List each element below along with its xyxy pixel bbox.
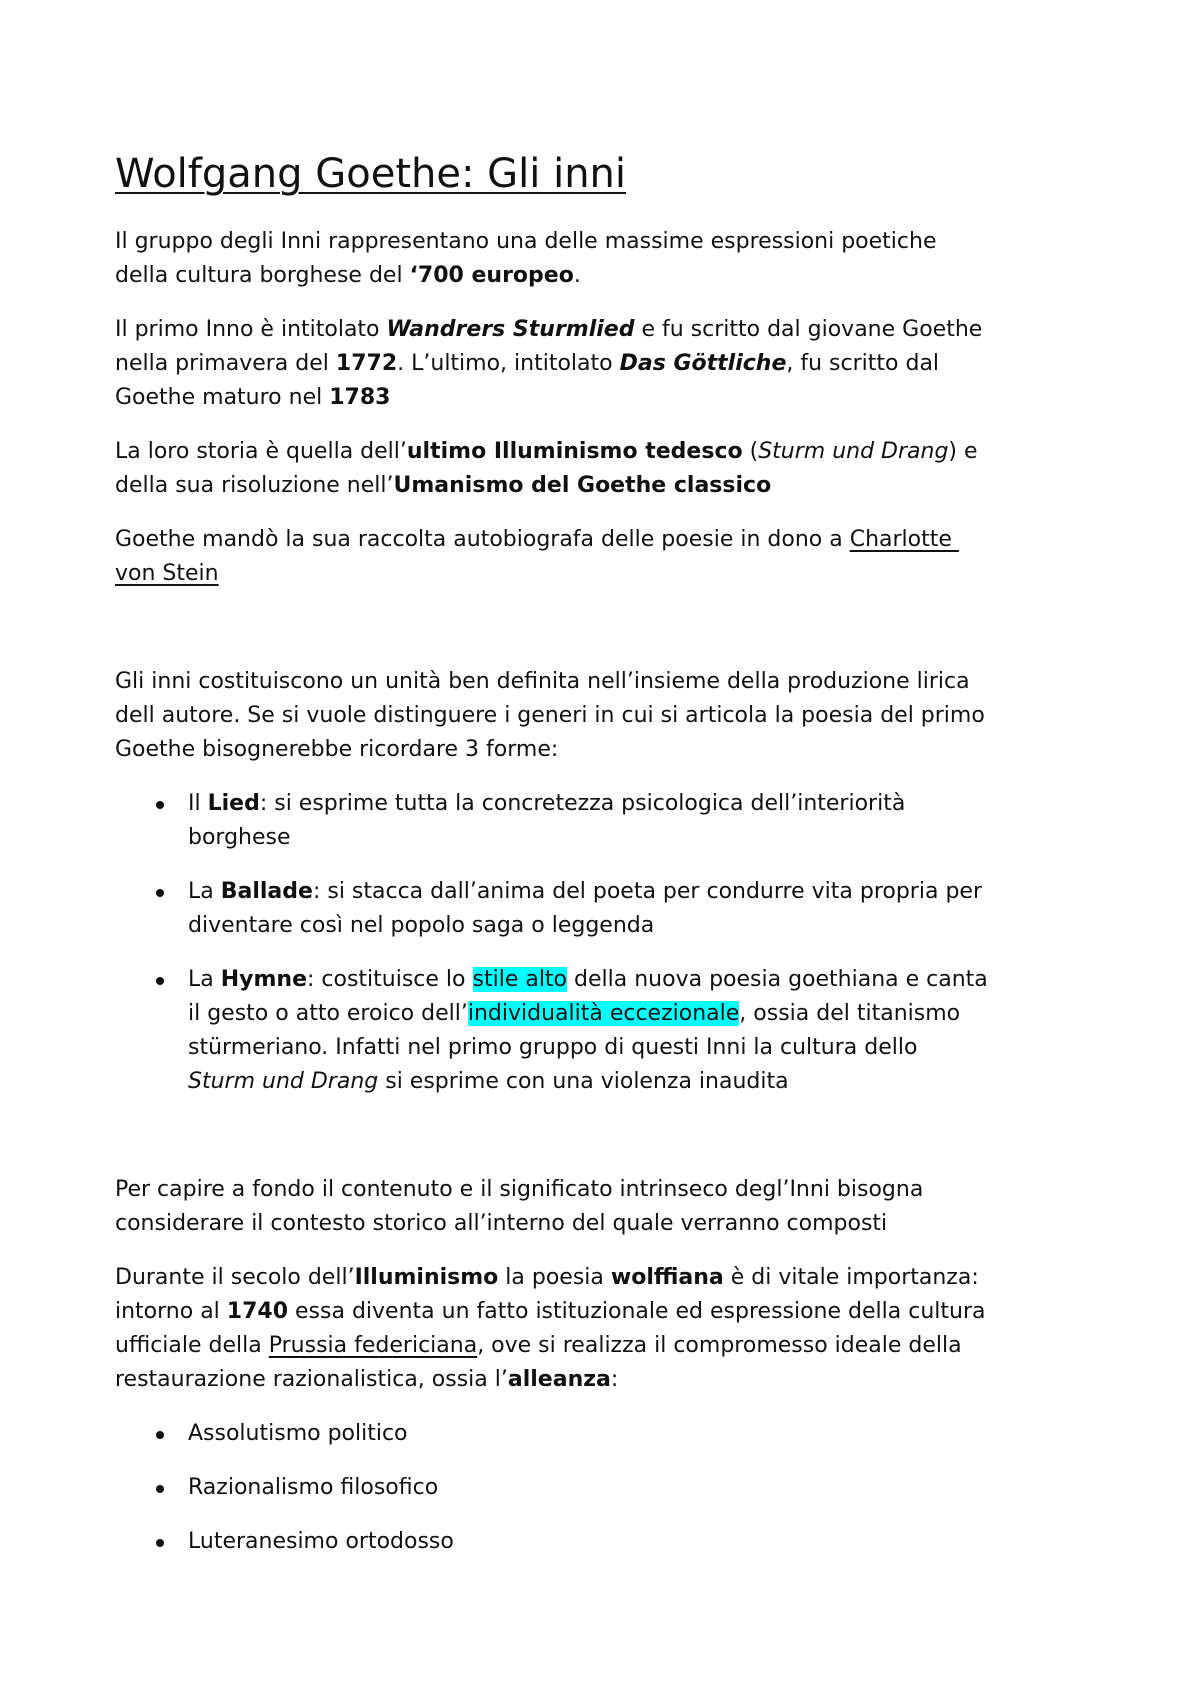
list-item-hymne-line-1	[188, 963, 988, 997]
list-item-luteranesimo	[188, 1525, 454, 1559]
text: dell autore. Se si vuole distinguere i generi in cui si articola la poesia del primo	[115, 703, 985, 728]
text: intorno al	[115, 1299, 227, 1324]
list-item-assolutismo	[188, 1417, 408, 1451]
bold-italic-title: Wandrers Sturmlied	[386, 317, 635, 342]
bullet-icon	[156, 1539, 164, 1547]
list-item-hymne-line-3	[188, 1031, 917, 1065]
bold-text: Ballade	[220, 879, 313, 904]
text: Il primo Inno è intitolato	[115, 317, 387, 342]
bullet-icon	[156, 1485, 164, 1493]
highlighted-text: individualità eccezionale	[467, 1001, 740, 1026]
list-item-lied-line-1	[188, 787, 905, 821]
text: stürmeriano. Infatti nel primo gruppo di questi Inni la cultura dello	[188, 1035, 918, 1060]
text: (	[742, 439, 759, 464]
text: Per capire a fondo il contenuto e il significato intrinseco degl’Inni bisogna	[115, 1177, 924, 1202]
paragraph-1-line-2	[115, 259, 581, 293]
paragraph-6-line-1	[115, 1173, 923, 1207]
text: La	[188, 879, 221, 904]
paragraph-2-line-2	[115, 347, 939, 381]
text: , fu scritto dal	[786, 351, 940, 376]
text: : si stacca dall’anima del poeta per condurre vita propria per	[312, 879, 982, 904]
bold-text: wolffiana	[610, 1265, 724, 1290]
text: la poesia	[498, 1265, 611, 1290]
bold-italic-title: Das Göttliche	[619, 351, 787, 376]
text: Luteranesimo ortodosso	[188, 1529, 454, 1554]
text: Il	[188, 791, 208, 816]
text: Razionalismo filosofico	[188, 1475, 439, 1500]
list-item-hymne-line-4	[188, 1065, 789, 1099]
text: :	[610, 1367, 619, 1392]
text: ) e	[948, 439, 978, 464]
underlined-name: von Stein	[115, 561, 219, 586]
underlined-name: Charlotte	[849, 527, 959, 552]
paragraph-5-line-1	[115, 665, 970, 699]
paragraph-7-line-3	[115, 1329, 962, 1363]
text: ufficiale della	[115, 1333, 269, 1358]
list-item-hymne-line-2	[188, 997, 960, 1031]
italic-text: Sturm und Drang	[188, 1069, 379, 1094]
bullet-icon	[156, 801, 164, 809]
text: Assolutismo politico	[188, 1421, 408, 1446]
text: diventare così nel popolo saga o leggenda	[188, 913, 655, 938]
paragraph-7-line-4	[115, 1363, 618, 1397]
paragraph-1-line-1	[115, 225, 937, 259]
paragraph-3-line-1	[115, 435, 978, 469]
text: , ossia del titanismo	[739, 1001, 961, 1026]
bold-year: 1772	[335, 351, 398, 376]
paragraph-4-line-1	[115, 523, 959, 557]
underlined-text: Prussia federiciana	[268, 1333, 478, 1358]
list-item-ballade-line-1	[188, 875, 982, 909]
text: .	[573, 263, 581, 288]
italic-text: Sturm und Drang	[758, 439, 949, 464]
text: La loro storia è quella dell’	[115, 439, 407, 464]
text: considerare il contesto storico all’interno del quale verranno composti	[115, 1211, 888, 1236]
paragraph-4-line-2	[115, 557, 219, 591]
list-item-ballade-line-2	[188, 909, 654, 943]
paragraph-2-line-3	[115, 381, 390, 415]
text: borghese	[188, 825, 291, 850]
list-item-razionalismo	[188, 1471, 438, 1505]
list-item-lied-line-2	[188, 821, 291, 855]
highlighted-text: stile alto	[472, 967, 568, 992]
text: della nuova poesia goethiana e canta	[567, 967, 988, 992]
text: Goethe maturo nel	[115, 385, 330, 410]
text: La	[188, 967, 221, 992]
text: della cultura borghese del	[115, 263, 410, 288]
text: della sua risoluzione nell’	[115, 473, 394, 498]
bold-text: Lied	[207, 791, 260, 816]
paragraph-2-line-1	[115, 313, 982, 347]
paragraph-3-line-2	[115, 469, 771, 503]
bold-text: ultimo Illuminismo tedesco	[406, 439, 743, 464]
text: è di vitale importanza:	[723, 1265, 979, 1290]
text: , ove si realizza il compromesso ideale della	[477, 1333, 962, 1358]
paragraph-7-line-2	[115, 1295, 985, 1329]
document-title: Wolfgang Goethe: Gli inni	[115, 151, 627, 197]
text: e fu scritto dal giovane Goethe	[634, 317, 983, 342]
text: Il gruppo degli Inni rappresentano una delle massime espressioni poetiche	[115, 229, 937, 254]
bullet-icon	[156, 977, 164, 985]
bold-text: ‘700 europeo	[409, 263, 574, 288]
paragraph-7-line-1	[115, 1261, 979, 1295]
bullet-icon	[156, 1431, 164, 1439]
text: nella primavera del	[115, 351, 336, 376]
text: il gesto o atto eroico dell’	[188, 1001, 468, 1026]
text: : costituisce lo	[307, 967, 473, 992]
bold-text: Umanismo del Goethe classico	[393, 473, 772, 498]
bold-text: Illuminismo	[354, 1265, 499, 1290]
bullet-icon	[156, 889, 164, 897]
bold-year: 1783	[329, 385, 391, 410]
text: Durante il secolo dell’	[115, 1265, 355, 1290]
paragraph-5-line-2	[115, 699, 985, 733]
bold-text: alleanza	[507, 1367, 611, 1392]
text: restaurazione razionalistica, ossia l’	[115, 1367, 508, 1392]
text: . L’ultimo, intitolato	[397, 351, 620, 376]
text: Goethe mandò la sua raccolta autobiografa delle poesie in dono a	[115, 527, 850, 552]
paragraph-6-line-2	[115, 1207, 887, 1241]
text: si esprime con una violenza inaudita	[378, 1069, 789, 1094]
bold-text: Hymne	[220, 967, 307, 992]
bold-year: 1740	[226, 1299, 289, 1324]
paragraph-5-line-3	[115, 733, 558, 767]
text: essa diventa un fatto istituzionale ed espressione della cultura	[288, 1299, 986, 1324]
text: : si esprime tutta la concretezza psicologica dell’interiorità	[259, 791, 906, 816]
text: Goethe bisognerebbe ricordare 3 forme:	[115, 737, 559, 762]
text: Gli inni costituiscono un unità ben definita nell’insieme della produzione lirica	[115, 669, 970, 694]
